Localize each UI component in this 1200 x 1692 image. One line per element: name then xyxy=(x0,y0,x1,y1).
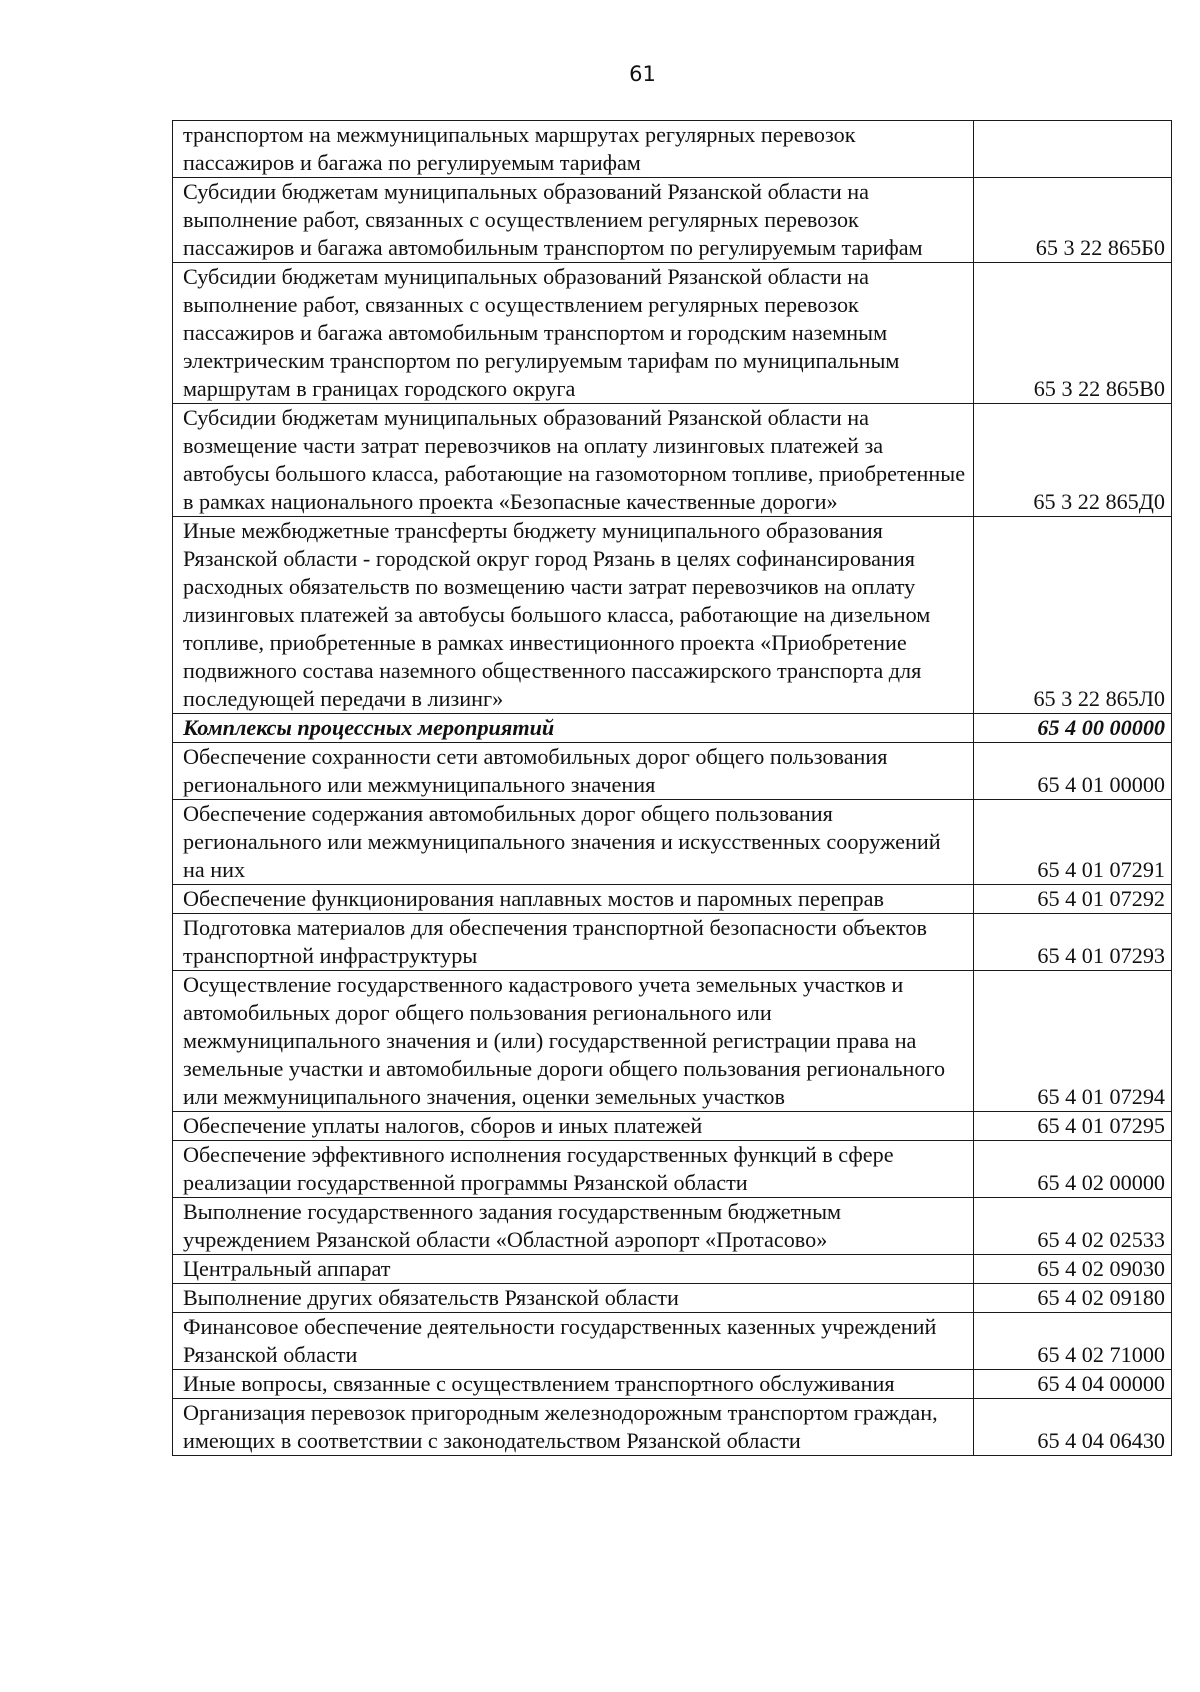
table-row xyxy=(173,1141,1172,1198)
table-row xyxy=(173,517,1172,714)
row-code-cell: 65 3 22 865Л0 xyxy=(974,517,1172,714)
row-name-cell: Центральный аппарат xyxy=(173,1255,974,1284)
row-code-cell: 65 4 02 00000 xyxy=(974,1141,1172,1198)
row-name-cell: Субсидии бюджетам муниципальных образований Рязанской области на возмещение части затрат перевозчиков на оплату лизинговых платежей за автобусы большого класса, работающие на газомоторном топливе, приобретенные в рамках национального проекта «Безопасные качественные дороги» xyxy=(173,404,974,517)
row-code-cell xyxy=(974,121,1172,178)
page-number: 61 xyxy=(629,62,656,86)
table-row xyxy=(173,178,1172,263)
row-code-cell: 65 4 01 07293 xyxy=(974,914,1172,971)
row-code-cell: 65 4 01 07295 xyxy=(974,1112,1172,1141)
row-name-cell: Осуществление государственного кадастрового учета земельных участков и автомобильных дорог общего пользования регионального или межмуниципального значения и (или) государственной регистрации права на земельные участки и автомобильные дороги общего пользования регионального или межмуниципального значения, оценки земельных участков xyxy=(173,971,974,1112)
row-code-cell: 65 4 04 06430 xyxy=(974,1399,1172,1456)
row-name-cell: Подготовка материалов для обеспечения транспортной безопасности объектов транспортной инфраструктуры xyxy=(173,914,974,971)
row-name-cell: транспортом на межмуниципальных маршрутах регулярных перевозок пассажиров и багажа по регулируемым тарифам xyxy=(173,121,974,178)
row-name-cell: Финансовое обеспечение деятельности государственных казенных учреждений Рязанской области xyxy=(173,1313,974,1370)
row-code-cell: 65 4 02 71000 xyxy=(974,1313,1172,1370)
row-code-cell: 65 4 02 09030 xyxy=(974,1255,1172,1284)
row-name-cell: Обеспечение содержания автомобильных дорог общего пользования регионального или межмуниципального значения и искусственных сооружений на них xyxy=(173,800,974,885)
table-row xyxy=(173,971,1172,1112)
row-name-cell: Обеспечение сохранности сети автомобильных дорог общего пользования регионального или межмуниципального значения xyxy=(173,743,974,800)
table-row xyxy=(173,404,1172,517)
row-name-cell: Организация перевозок пригородным железнодорожным транспортом граждан, имеющих в соответствии с законодательством Рязанской области xyxy=(173,1399,974,1456)
row-code-cell: 65 4 00 00000 xyxy=(974,714,1172,743)
row-code-cell: 65 3 22 865Д0 xyxy=(974,404,1172,517)
row-name-cell: Обеспечение эффективного исполнения государственных функций в сфере реализации государственной программы Рязанской области xyxy=(173,1141,974,1198)
row-code-cell: 65 4 02 09180 xyxy=(974,1284,1172,1313)
table-row xyxy=(173,1399,1172,1456)
row-code-cell: 65 4 01 07292 xyxy=(974,885,1172,914)
row-name-cell: Выполнение других обязательств Рязанской области xyxy=(173,1284,974,1313)
row-name-cell: Комплексы процессных мероприятий xyxy=(173,714,974,743)
table-row xyxy=(173,885,1172,914)
table-row xyxy=(173,714,1172,743)
row-name-cell: Иные межбюджетные трансферты бюджету муниципального образования Рязанской области - городской округ город Рязань в целях софинансирования расходных обязательств по возмещению части затрат перевозчиков на оплату лизинговых платежей за автобусы большого класса, работающие на дизельном топливе, приобретенные в рамках инвестиционного проекта «Приобретение подвижного состава наземного общественного пассажирского транспорта для последующей передачи в лизинг» xyxy=(173,517,974,714)
row-code-cell: 65 4 04 00000 xyxy=(974,1370,1172,1399)
row-code-cell: 65 4 01 00000 xyxy=(974,743,1172,800)
table-row xyxy=(173,743,1172,800)
row-name-cell: Иные вопросы, связанные с осуществлением транспортного обслуживания xyxy=(173,1370,974,1399)
table-row xyxy=(173,914,1172,971)
budget-classification-table xyxy=(172,120,1172,1456)
table-body xyxy=(173,121,1172,1456)
table-row xyxy=(173,1255,1172,1284)
row-name-cell: Субсидии бюджетам муниципальных образований Рязанской области на выполнение работ, связанных с осуществлением регулярных перевозок пассажиров и багажа автомобильным транспортом по регулируемым тарифам xyxy=(173,178,974,263)
row-name-cell: Субсидии бюджетам муниципальных образований Рязанской области на выполнение работ, связанных с осуществлением регулярных перевозок пассажиров и багажа автомобильным транспортом и городским наземным электрическим транспортом по регулируемым тарифам по муниципальным маршрутам в границах городского округа xyxy=(173,263,974,404)
row-code-cell: 65 3 22 865Б0 xyxy=(974,178,1172,263)
table-row xyxy=(173,1370,1172,1399)
row-name-cell: Обеспечение уплаты налогов, сборов и иных платежей xyxy=(173,1112,974,1141)
row-code-cell: 65 3 22 865В0 xyxy=(974,263,1172,404)
row-name-cell: Выполнение государственного задания государственным бюджетным учреждением Рязанской области «Областной аэропорт «Протасово» xyxy=(173,1198,974,1255)
table-row xyxy=(173,1112,1172,1141)
row-code-cell: 65 4 01 07291 xyxy=(974,800,1172,885)
table-row xyxy=(173,121,1172,178)
table-row xyxy=(173,1313,1172,1370)
table-row xyxy=(173,1198,1172,1255)
row-code-cell: 65 4 02 02533 xyxy=(974,1198,1172,1255)
row-name-cell: Обеспечение функционирования наплавных мостов и паромных переправ xyxy=(173,885,974,914)
table-row xyxy=(173,263,1172,404)
row-code-cell: 65 4 01 07294 xyxy=(974,971,1172,1112)
table-row xyxy=(173,1284,1172,1313)
table-row xyxy=(173,800,1172,885)
